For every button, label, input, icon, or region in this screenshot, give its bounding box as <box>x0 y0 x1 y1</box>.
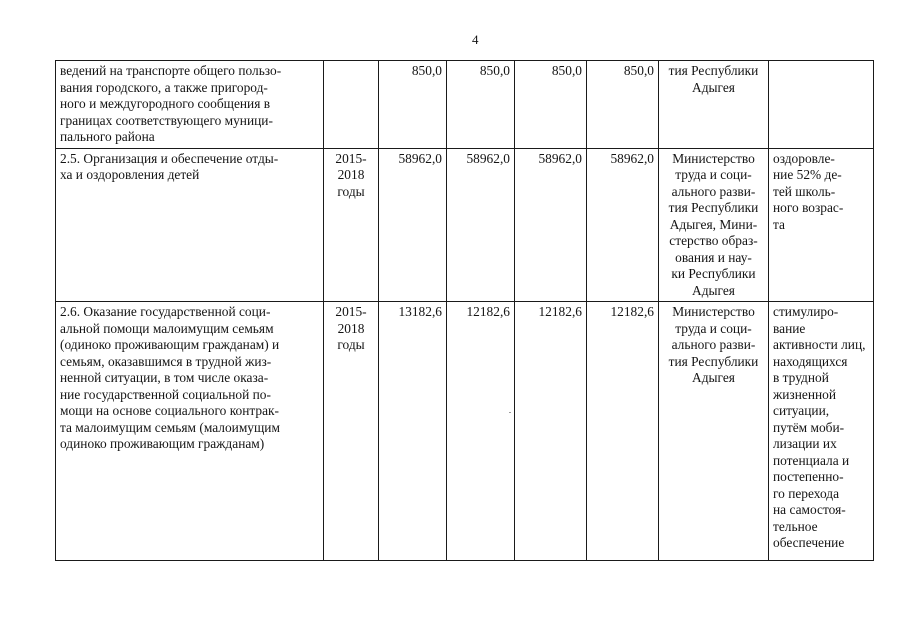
result-cell: стимулиро- вание активности лиц, находящихся в трудной жизненной ситуации, путём моби- лизации их потенциала и постепенно- го перехода на самостоя- тельное обеспечение <box>769 302 874 561</box>
table-row <box>56 302 874 561</box>
executor-cell: Министерство труда и соци- ального разви- тия Республики Адыгея, Мини- стерство образ- ования и нау- ки Республики Адыгея <box>659 148 769 302</box>
table-row <box>56 148 874 302</box>
description-cell: 2.5. Организация и обеспечение отды- ха и оздоровления детей <box>56 148 324 302</box>
period-cell <box>324 61 379 149</box>
amount-cell: 850,0 <box>587 61 659 149</box>
description-cell: 2.6. Оказание государственной соци- альной помощи малоимущим семьям (одиноко проживающим гражданам) и семьям, оказавшимся в трудной жиз- ненной ситуации, в том числе оказа- ние государственной социальной по- мощи на основе социального контрак- та малоимущим семьям (малоимущим одиноко проживающим гражданам) <box>56 302 324 561</box>
page-number: 4 <box>472 32 479 47</box>
result-cell <box>769 61 874 149</box>
result-cell: оздоровле- ние 52% де- тей школь- ного возрас- та <box>769 148 874 302</box>
program-table <box>55 60 874 561</box>
amount-cell: 850,0 <box>447 61 515 149</box>
amount-cell: 12182,6 <box>447 302 515 561</box>
period-cell: 2015- 2018 годы <box>324 148 379 302</box>
amount-cell: 58962,0 <box>587 148 659 302</box>
amount-cell: 58962,0 <box>379 148 447 302</box>
amount-cell: 12182,6 <box>515 302 587 561</box>
amount-cell: 13182,6 <box>379 302 447 561</box>
scan-dot <box>509 412 511 413</box>
table-row <box>56 61 874 149</box>
executor-cell: тия Республики Адыгея <box>659 61 769 149</box>
amount-cell: 850,0 <box>515 61 587 149</box>
executor-cell: Министерство труда и соци- ального разви- тия Республики Адыгея <box>659 302 769 561</box>
amount-cell: 58962,0 <box>447 148 515 302</box>
amount-cell: 58962,0 <box>515 148 587 302</box>
description-cell: ведений на транспорте общего пользо- вания городского, а также пригород- ного и междугородного сообщения в границах соответствующего муници- пального района <box>56 61 324 149</box>
amount-cell: 12182,6 <box>587 302 659 561</box>
period-cell: 2015- 2018 годы <box>324 302 379 561</box>
amount-cell: 850,0 <box>379 61 447 149</box>
